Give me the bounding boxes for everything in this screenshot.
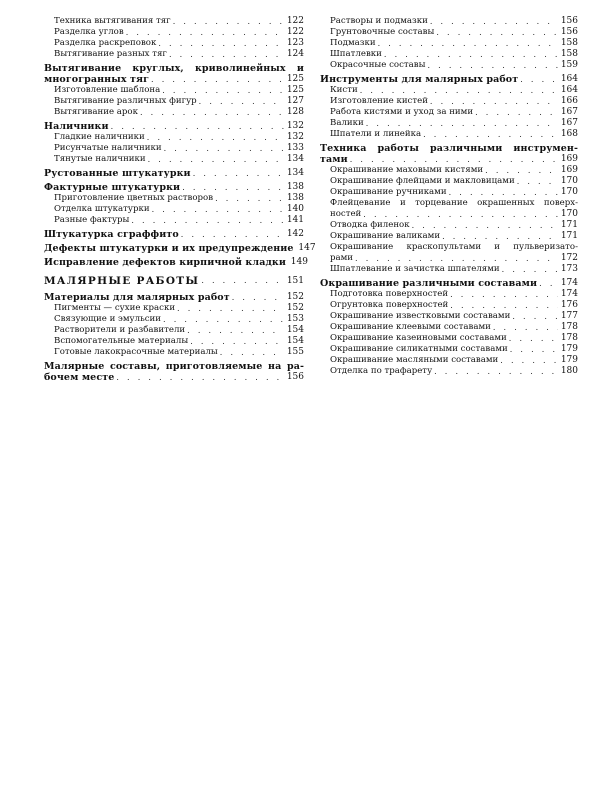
toc-entry <box>44 38 304 49</box>
toc-entry-title: Изготовление шаблона <box>54 85 161 95</box>
dot-leader <box>350 154 558 165</box>
dot-leader <box>442 231 558 242</box>
toc-page-number: 127 <box>286 96 304 106</box>
toc-entry <box>44 292 304 303</box>
toc-entry <box>44 229 304 240</box>
toc-page-number: 122 <box>286 27 304 37</box>
toc-entry <box>44 314 304 325</box>
toc-entry <box>320 16 578 27</box>
toc-entry-title: Окрашивание маховыми кистями <box>330 165 484 175</box>
dot-leader <box>360 85 558 96</box>
toc-entry-title: Подмазки <box>330 38 376 48</box>
toc-entry <box>44 96 304 107</box>
toc-entry-title: Отводка филенок <box>330 220 410 230</box>
dot-leader <box>232 292 284 303</box>
toc-page-number: 155 <box>286 347 304 357</box>
dot-leader <box>510 344 558 355</box>
toc-entry <box>320 242 578 264</box>
toc-entry-title-line1: Вытягивание круглых, криволинейных и <box>44 63 304 74</box>
toc-entry-title: Фактурные штукатурки <box>44 182 181 193</box>
dot-leader <box>152 204 284 215</box>
dot-leader <box>366 118 558 129</box>
toc-entry-title: Рустованные штукатурки <box>44 168 191 179</box>
toc-page-number: 158 <box>560 38 578 48</box>
dot-leader <box>164 143 284 154</box>
toc-page-number: 133 <box>286 143 304 153</box>
toc-entry-title-line2: ностей <box>330 209 362 219</box>
toc-page-number: 180 <box>560 366 578 376</box>
toc-page-number: 167 <box>560 107 578 117</box>
toc-page-number: 170 <box>560 209 578 219</box>
dot-leader <box>475 107 558 118</box>
dot-leader <box>430 96 558 107</box>
toc-page-number: 170 <box>560 187 578 197</box>
toc-entry-title: Приготовление цветных растворов <box>54 193 214 203</box>
toc-entry <box>320 107 578 118</box>
toc-entry <box>320 49 578 60</box>
toc-entry-title: Кисти <box>330 85 358 95</box>
toc-entry <box>320 289 578 300</box>
dot-leader <box>502 264 558 275</box>
toc-page-number: 134 <box>286 168 304 178</box>
toc-entry-title: Тянутые наличники <box>54 154 146 164</box>
toc-entry-title-line1: Техника работы различными инструмен- <box>320 143 578 154</box>
toc-entry <box>320 129 578 140</box>
toc-page-number: 154 <box>286 325 304 335</box>
toc-page-number: 173 <box>560 264 578 274</box>
toc-page-number: 128 <box>286 107 304 117</box>
toc-page-number: 156 <box>560 27 578 37</box>
toc-page-number: 158 <box>560 49 578 59</box>
toc-entry-title-line2: тами <box>320 154 348 165</box>
toc-entry-title-line1: Флейцевание и торцевание окрашенных поверх- <box>330 198 578 208</box>
dot-leader <box>412 220 558 231</box>
toc-page-number: 171 <box>560 220 578 230</box>
toc-entry-title: Подготовка поверхностей <box>330 289 449 299</box>
toc-entry-title-line1: Малярные составы, приготовляемые на ра- <box>44 361 304 372</box>
toc-page-number: 156 <box>286 372 304 382</box>
dot-leader <box>181 229 284 240</box>
toc-page-number: 149 <box>290 257 308 267</box>
toc-page-number: 138 <box>286 182 304 192</box>
toc-entry-title: Изготовление кистей <box>330 96 428 106</box>
dot-leader <box>450 289 558 300</box>
dot-leader <box>512 311 558 322</box>
dot-leader <box>147 132 284 143</box>
toc-entry-title: Валики <box>330 118 364 128</box>
toc-entry-title: Отделка по трафарету <box>330 366 433 376</box>
dot-leader <box>169 49 284 60</box>
toc-entry <box>44 143 304 154</box>
toc-section-heading <box>44 274 304 288</box>
toc-entry <box>320 165 578 176</box>
dot-leader <box>363 209 558 220</box>
dot-leader <box>177 303 284 314</box>
dot-leader <box>509 333 558 344</box>
toc-entry-title-line2: бочем месте <box>44 372 115 383</box>
toc-entry <box>320 143 578 165</box>
toc-entry-title: Окрашивание казеиновыми составами <box>330 333 507 343</box>
toc-entry-title: Окрашивание известковыми составами <box>330 311 511 321</box>
toc-page-number: 177 <box>560 311 578 321</box>
toc-entry <box>44 154 304 165</box>
toc-entry-title: Пигменты — сухие краски <box>54 303 176 313</box>
toc-entry-title: Вытягивание различных фигур <box>54 96 197 106</box>
toc-entry <box>44 107 304 118</box>
toc-entry-title: Материалы для малярных работ <box>44 292 230 303</box>
dot-leader <box>485 165 558 176</box>
toc-entry <box>44 63 304 85</box>
dot-leader <box>190 336 284 347</box>
toc-entry <box>44 303 304 314</box>
toc-page-number: 164 <box>560 85 578 95</box>
toc-entry <box>320 231 578 242</box>
toc-entry <box>320 74 578 85</box>
toc-entry-title: Рисунчатые наличники <box>54 143 162 153</box>
toc-page-number: 151 <box>286 276 304 286</box>
toc-page-number: 174 <box>560 289 578 299</box>
toc-page-number: 172 <box>560 253 578 263</box>
toc-entry <box>44 361 304 383</box>
dot-leader <box>378 38 558 49</box>
dot-leader <box>449 187 558 198</box>
toc-entry <box>320 96 578 107</box>
toc-page-number: 174 <box>560 278 578 288</box>
dot-leader <box>193 168 284 179</box>
toc-entry <box>44 49 304 60</box>
toc-entry <box>320 344 578 355</box>
dot-leader <box>173 16 284 27</box>
toc-entry-title: Окрашивание флейцами и макловицами <box>330 176 515 186</box>
toc-entry <box>320 366 578 377</box>
toc-entry-title: Связующие и эмульсии <box>54 314 162 324</box>
toc-entry-title: Штукатурка сграффито <box>44 229 179 240</box>
toc-entry <box>44 204 304 215</box>
dot-leader <box>215 193 284 204</box>
dot-leader <box>500 355 558 366</box>
dot-leader <box>116 372 284 383</box>
dot-leader <box>111 121 284 132</box>
toc-page-number: 124 <box>286 49 304 59</box>
dot-leader <box>163 314 284 325</box>
toc-entry <box>320 176 578 187</box>
dot-leader <box>450 300 558 311</box>
toc-entry-title: Разделка углов <box>54 27 124 37</box>
toc-page-number: 178 <box>560 333 578 343</box>
toc-entry-title: Окрашивание ручниками <box>330 187 447 197</box>
toc-entry-title: Вытягивание арок <box>54 107 138 117</box>
toc-entry-title: Окрашивание различными составами <box>320 278 538 289</box>
dot-leader <box>201 274 284 288</box>
toc-page-number: 141 <box>286 215 304 225</box>
toc-entry-title: Вытягивание разных тяг <box>54 49 167 59</box>
toc-entry-title: Наличники <box>44 121 109 132</box>
dot-leader <box>423 129 558 140</box>
toc-entry-title: Инструменты для малярных работ <box>320 74 519 85</box>
toc-entry-title-line2: рами <box>330 253 354 263</box>
dot-leader <box>384 49 558 60</box>
toc-entry <box>44 257 308 268</box>
dot-leader <box>220 347 284 358</box>
toc-entry-title: Готовые лакокрасочные материалы <box>54 347 218 357</box>
dot-leader <box>436 27 558 38</box>
toc-page-number: 132 <box>286 132 304 142</box>
toc-entry-title: Шпатели и линейка <box>330 129 422 139</box>
toc-entry <box>320 38 578 49</box>
toc-entry-title: Исправление дефектов кирпичной кладки <box>44 257 286 268</box>
toc-page-number: 179 <box>560 355 578 365</box>
toc-page-number: 125 <box>286 74 304 84</box>
toc-entry-title: Окрашивание масляными составами <box>330 355 499 365</box>
toc-entry <box>320 60 578 71</box>
toc-page-number: 138 <box>286 193 304 203</box>
toc-page-number: 159 <box>560 60 578 70</box>
toc-page-number: 170 <box>560 176 578 186</box>
toc-entry-title: Разделка раскреповок <box>54 38 157 48</box>
toc-entry <box>44 168 304 179</box>
toc-page-number: 169 <box>560 165 578 175</box>
toc-page-number: 142 <box>286 229 304 239</box>
dot-leader <box>517 176 558 187</box>
dot-leader <box>355 253 558 264</box>
dot-leader <box>182 182 284 193</box>
toc-page-number: 169 <box>560 154 578 164</box>
toc-page-number: 140 <box>286 204 304 214</box>
toc-entry <box>44 193 304 204</box>
dot-leader <box>199 96 284 107</box>
toc-entry <box>44 325 304 336</box>
toc-entry-title: Разные фактуры <box>54 215 130 225</box>
toc-page-number: 154 <box>286 336 304 346</box>
toc-entry <box>44 243 316 254</box>
toc-entry <box>320 300 578 311</box>
dot-leader <box>427 60 558 71</box>
dot-leader <box>430 16 558 27</box>
toc-entry-title-line1: Окрашивание краскопультами и пульверизато- <box>330 242 578 252</box>
dot-leader <box>187 325 284 336</box>
toc-page-number: 176 <box>560 300 578 310</box>
toc-entry-title: Отделка штукатурки <box>54 204 150 214</box>
toc-entry-title: Окрашивание клеевыми составами <box>330 322 491 332</box>
toc-page-number: 168 <box>560 129 578 139</box>
dot-leader <box>158 38 284 49</box>
toc-entry-title: Растворители и разбавители <box>54 325 186 335</box>
toc-entry <box>44 27 304 38</box>
toc-entry <box>44 132 304 143</box>
toc-page-number: 153 <box>286 314 304 324</box>
dot-leader <box>131 215 284 226</box>
toc-entry <box>44 121 304 132</box>
toc-page-number: 178 <box>560 322 578 332</box>
toc-right-column <box>320 16 578 377</box>
dot-leader <box>148 154 284 165</box>
dot-leader <box>140 107 284 118</box>
toc-page-number: 123 <box>286 38 304 48</box>
toc-entry-title: Огрунтовка поверхностей <box>330 300 449 310</box>
dot-leader <box>162 85 284 96</box>
toc-entry <box>320 220 578 231</box>
dot-leader <box>493 322 558 333</box>
dot-leader <box>151 74 284 85</box>
toc-entry-title: Окрасочные составы <box>330 60 426 70</box>
toc-entry-title: Шпатлевание и зачистка шпателями <box>330 264 500 274</box>
toc-entry-title: МАЛЯРНЫЕ РАБОТЫ <box>44 275 200 287</box>
toc-entry <box>320 322 578 333</box>
toc-entry <box>44 347 304 358</box>
toc-page-number: 132 <box>286 121 304 131</box>
toc-entry <box>320 355 578 366</box>
toc-entry <box>320 198 578 220</box>
toc-entry <box>44 182 304 193</box>
toc-entry <box>320 27 578 38</box>
toc-page-number: 166 <box>560 96 578 106</box>
toc-entry-title: Работа кистями и уход за ними <box>330 107 474 117</box>
toc-entry-title: Дефекты штукатурки и их предупреждение <box>44 243 294 254</box>
toc-entry-title-line2: многогранных тяг <box>44 74 150 85</box>
toc-entry <box>320 278 578 289</box>
toc-entry-title: Шпатлевки <box>330 49 382 59</box>
toc-page-number: 122 <box>286 16 304 26</box>
toc-entry <box>320 311 578 322</box>
dot-leader <box>539 278 558 289</box>
toc-entry <box>44 85 304 96</box>
toc-page-number: 125 <box>286 85 304 95</box>
toc-entry <box>320 85 578 96</box>
toc-entry-title: Растворы и подмазки <box>330 16 428 26</box>
toc-page-number: 152 <box>286 292 304 302</box>
toc-left-column <box>44 16 316 383</box>
toc-page-number: 164 <box>560 74 578 84</box>
toc-page-number: 167 <box>560 118 578 128</box>
toc-entry-title: Окрашивание валиками <box>330 231 441 241</box>
toc-page-number: 179 <box>560 344 578 354</box>
dot-leader <box>126 27 284 38</box>
dot-leader <box>520 74 558 85</box>
toc-entry <box>44 16 304 27</box>
toc-entry <box>320 187 578 198</box>
toc-entry <box>320 333 578 344</box>
toc-entry <box>44 336 304 347</box>
toc-page-number: 147 <box>298 243 316 253</box>
toc-entry-title: Грунтовочные составы <box>330 27 435 37</box>
dot-leader <box>434 366 558 377</box>
toc-entry <box>320 118 578 129</box>
toc-page-number: 171 <box>560 231 578 241</box>
toc-page-number: 134 <box>286 154 304 164</box>
toc-page-number: 156 <box>560 16 578 26</box>
toc-entry-title: Техника вытягивания тяг <box>54 16 171 26</box>
toc-entry-title: Гладкие наличники <box>54 132 145 142</box>
toc-entry <box>320 264 578 275</box>
toc-entry <box>44 215 304 226</box>
toc-entry-title: Вспомогательные материалы <box>54 336 189 346</box>
toc-entry-title: Окрашивание силикатными составами <box>330 344 508 354</box>
toc-page-number: 152 <box>286 303 304 313</box>
